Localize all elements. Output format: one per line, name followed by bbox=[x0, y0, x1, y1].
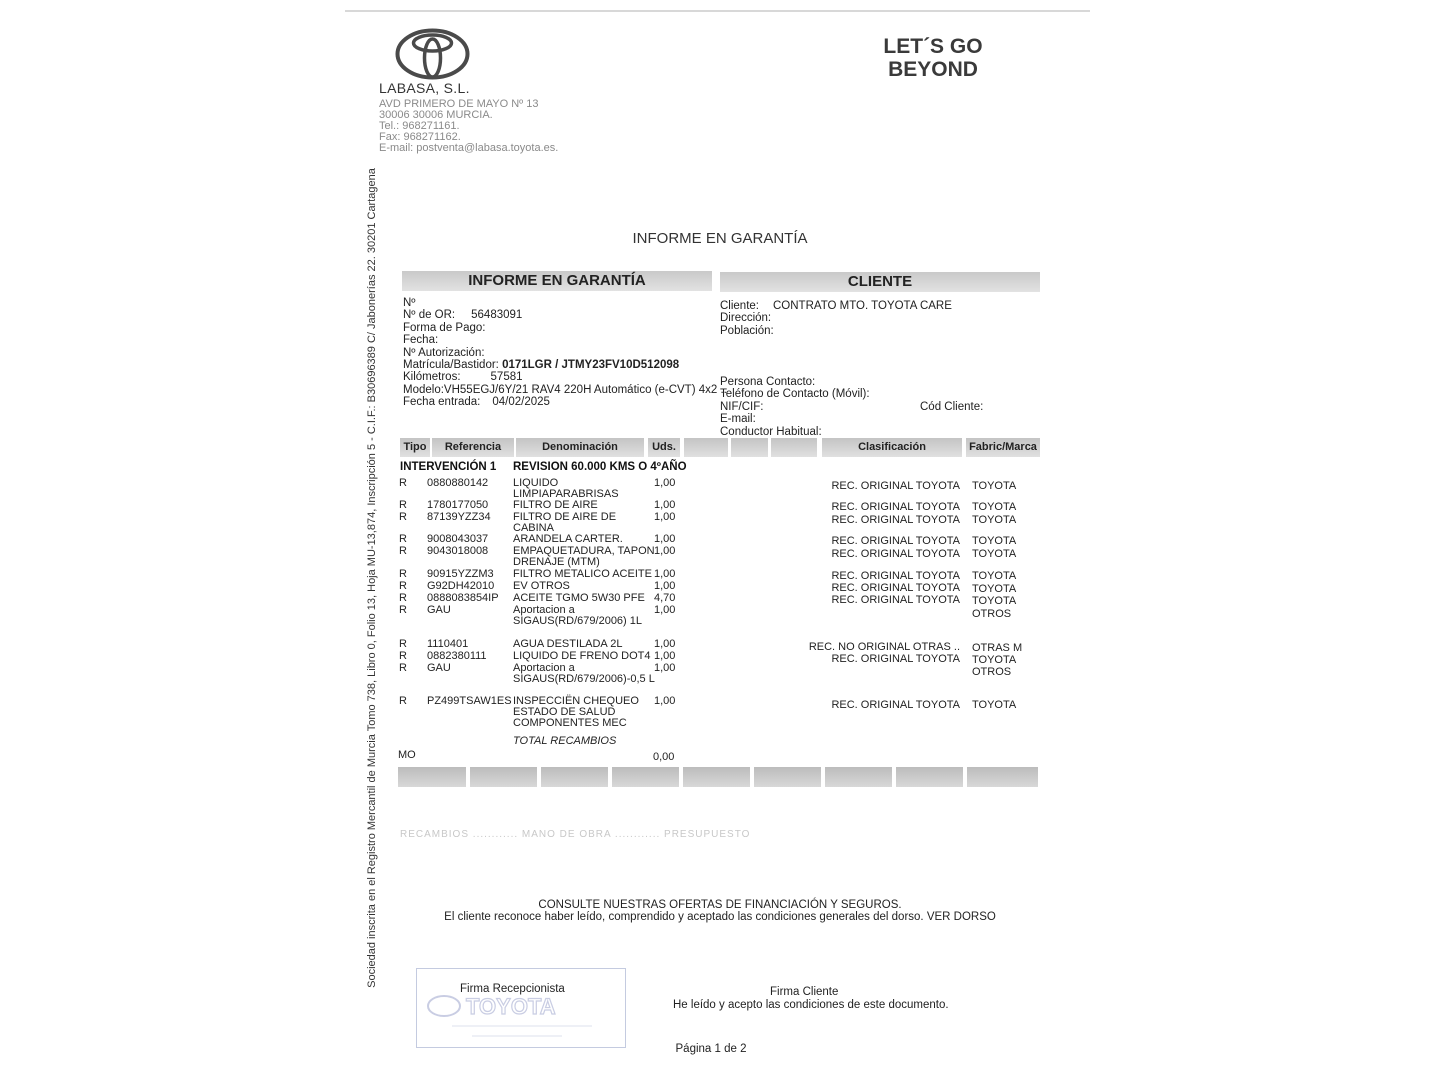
cliente-contact-fields: Persona Contacto: Teléfono de Contacto (Móvil): NIF/CIF: E-mail: Conductor Habitual: bbox=[720, 376, 870, 438]
th-blank-2 bbox=[731, 438, 768, 457]
mo-label: MO bbox=[398, 749, 416, 761]
toyota-logo-icon bbox=[395, 28, 470, 80]
intervencion-desc: REVISION 60.000 KMS O 4ºAÑO bbox=[513, 461, 687, 473]
th-denominacion: Denominación bbox=[516, 438, 644, 457]
footer-box bbox=[683, 767, 750, 787]
matricula-value: 0171LGR / JTMY23FV10D512098 bbox=[502, 359, 680, 372]
page-number: Página 1 de 2 bbox=[675, 1043, 747, 1055]
footer-box bbox=[612, 767, 679, 787]
th-referencia: Referencia bbox=[432, 438, 514, 457]
document-title: INFORME EN GARANTÍA bbox=[632, 230, 808, 247]
th-blank-3 bbox=[771, 438, 817, 457]
th-uds: Uds. bbox=[648, 438, 680, 457]
th-clasificacion: Clasificación bbox=[822, 438, 962, 457]
informe-fields: Nº Nº de OR: 56483091 Forma de Pago: Fecha: Nº Autorización: Matrícula/Bastidor: 0171LGR / JTMY23FV10D512098 Kilómetros: 57581 Modelo:VH55EGJ/6Y/21 RAV4 220H Automático (e-CVT) 4x2 .. Fecha entrada: 04/02/2025 bbox=[403, 297, 727, 409]
footer-box bbox=[398, 767, 466, 787]
svg-text:TOYOTA: TOYOTA bbox=[466, 994, 556, 1019]
firma-recepcionista-label: Firma Recepcionista bbox=[460, 983, 565, 995]
footer-box bbox=[825, 767, 892, 787]
footer-box bbox=[541, 767, 608, 787]
cliente-band: CLIENTE bbox=[720, 272, 1040, 292]
toyota-stamp-icon bbox=[422, 992, 622, 1044]
cod-cliente-label: Cód Cliente: bbox=[920, 401, 984, 413]
intervencion-label: INTERVENCIÓN 1 bbox=[400, 461, 497, 473]
footer-box bbox=[470, 767, 537, 787]
footer-box bbox=[967, 767, 1038, 787]
informe-band: INFORME EN GARANTÍA bbox=[402, 271, 712, 291]
company-name: LABASA, S.L. bbox=[379, 80, 470, 96]
cliente-fields: Cliente: CONTRATO MTO. TOYOTA CARE Dirección: Población: bbox=[720, 300, 952, 337]
th-fabric: Fabric/Marca bbox=[966, 438, 1040, 457]
financing-notice: CONSULTE NUESTRAS OFERTAS DE FINANCIACIÓN Y SEGUROS. bbox=[538, 899, 902, 911]
th-blank-1 bbox=[684, 438, 728, 457]
terms-notice: El cliente reconoce haber leído, comprendido y aceptado las condiciones generales del dorso. VER DORSO bbox=[444, 911, 996, 923]
top-rule bbox=[345, 10, 1090, 12]
th-tipo: Tipo bbox=[400, 438, 430, 457]
company-address: AVD PRIMERO DE MAYO Nº 13 30006 30006 MURCIA. Tel.: 968271161. Fax: 968271162. E-mail: postventa@labasa.toyota.es. bbox=[379, 98, 559, 154]
firma-cliente-label: Firma Cliente bbox=[770, 986, 839, 998]
slogan: LET´S GO BEYOND bbox=[883, 35, 983, 81]
registry-side-text: Sociedad inscrita en el Registro Mercantil de Murcia Tomo 738, Libro 0, Folio 13, Hoja MU-13,874, Inscripción 5 - C.I.F.: B30696389 C/ Jabonerías 22. 30201 Cartagena bbox=[366, 168, 378, 988]
mo-value: 0,00 bbox=[653, 751, 675, 763]
acceptance-text: He leído y acepto las condiciones de este documento. bbox=[673, 999, 949, 1011]
total-recambios-label: TOTAL RECAMBIOS bbox=[513, 735, 617, 747]
faded-summary-text: RECAMBIOS ............ MANO DE OBRA ............ PRESUPUESTO bbox=[400, 829, 751, 840]
footer-box bbox=[896, 767, 963, 787]
footer-box bbox=[754, 767, 821, 787]
